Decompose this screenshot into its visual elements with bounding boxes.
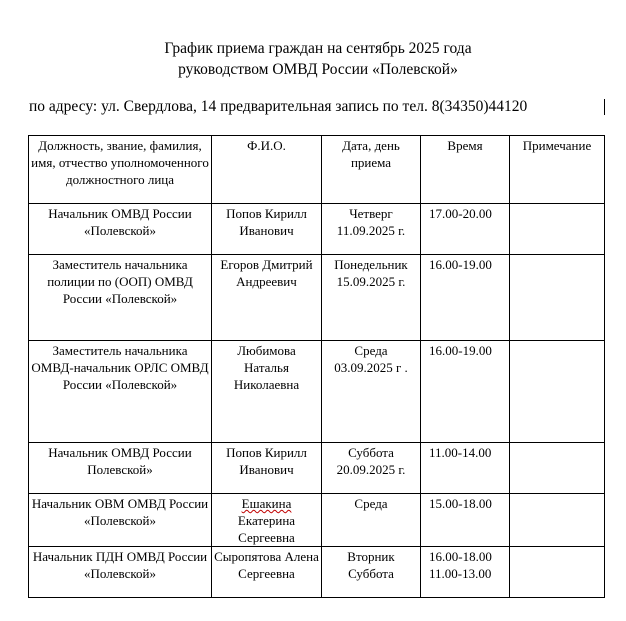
cell-name: Попов Кирилл Иванович	[212, 204, 322, 255]
table-row	[29, 341, 605, 443]
cell-date: Четверг 11.09.2025 г.	[322, 204, 421, 255]
table-row	[29, 443, 605, 494]
cell-time: 16.00-19.00	[421, 341, 510, 443]
cell-position: Начальник ОМВД России «Полевской»	[29, 204, 212, 255]
table-header-row	[29, 136, 605, 204]
page-title-line-1: График приема граждан на сентябрь 2025 года	[164, 40, 472, 57]
cell-time: 11.00-14.00	[421, 443, 510, 494]
cell-note	[510, 547, 605, 598]
cell-note	[510, 341, 605, 443]
cell-note	[510, 443, 605, 494]
cell-time	[421, 547, 510, 598]
cell-time: 17.00-20.00	[421, 204, 510, 255]
cell-date: Вторник Суббота	[322, 547, 421, 598]
column-header-position: Должность, звание, фамилия, имя, отчество уполномоченного должностного лица	[29, 136, 212, 204]
cell-position: Начальник ПДН ОМВД России «Полевской»	[29, 547, 212, 598]
column-header-fio: Ф.И.О.	[212, 136, 322, 204]
column-header-date: Дата, день приема	[322, 136, 421, 204]
time-slot: 16.00-18.00	[429, 549, 492, 564]
time-slot: 11.00-13.00	[429, 566, 492, 581]
column-header-time: Время	[421, 136, 510, 204]
page-title-line-2: руководством ОМВД России «Полевской»	[178, 61, 458, 78]
cell-date: Понедельник 15.09.2025 г.	[322, 255, 421, 341]
cell-position: Заместитель начальника полиции по (ООП) ОМВД России «Полевской»	[29, 255, 212, 341]
column-header-note: Примечание	[510, 136, 605, 204]
table-row	[29, 547, 605, 598]
spellcheck-underlined-surname: Ешакина	[241, 496, 292, 511]
text-cursor	[604, 99, 605, 115]
cell-position: Начальник ОВМ ОМВД России «Полевской»	[29, 494, 212, 547]
cell-date: Среда 03.09.2025 г .	[322, 341, 421, 443]
cell-name	[212, 494, 322, 547]
address-line: по адресу: ул. Свердлова, 14 предварительная запись по тел. 8(34350)44120	[29, 98, 528, 115]
cell-name: Любимова Наталья Николаевна	[212, 341, 322, 443]
table-row	[29, 204, 605, 255]
cell-date: Среда	[322, 494, 421, 547]
cell-note	[510, 494, 605, 547]
cell-note	[510, 204, 605, 255]
schedule-table	[28, 135, 605, 598]
table-row	[29, 494, 605, 547]
cell-name: Сыропятова Алена Сергеевна	[212, 547, 322, 598]
cell-name-rest: Екатерина Сергеевна	[237, 513, 296, 545]
table-row	[29, 255, 605, 341]
cell-name: Попов Кирилл Иванович	[212, 443, 322, 494]
cell-name: Егоров Дмитрий Андреевич	[212, 255, 322, 341]
cell-time: 16.00-19.00	[421, 255, 510, 341]
cell-date: Суббота 20.09.2025 г.	[322, 443, 421, 494]
cell-time: 15.00-18.00	[421, 494, 510, 547]
cell-note	[510, 255, 605, 341]
cell-position: Начальник ОМВД России Полевской»	[29, 443, 212, 494]
cell-position: Заместитель начальника ОМВД-начальник ОРЛС ОМВД России «Полевской»	[29, 341, 212, 443]
